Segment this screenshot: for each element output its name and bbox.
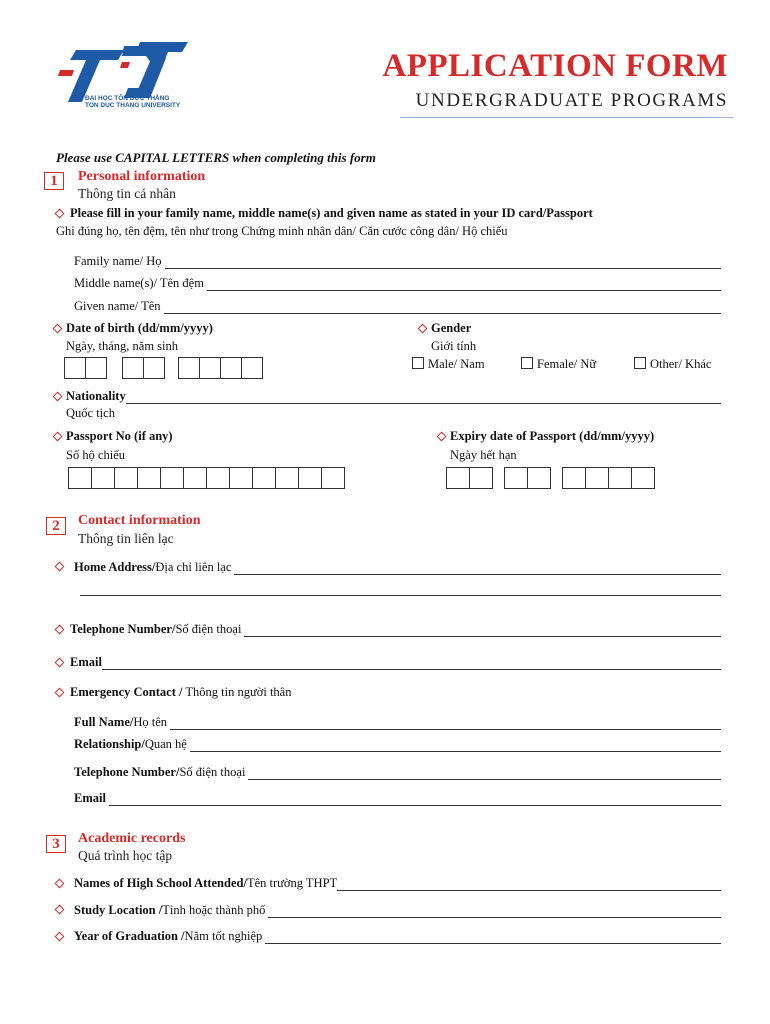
- digit-box[interactable]: [160, 467, 184, 489]
- digit-box[interactable]: [504, 467, 528, 489]
- female-checkbox[interactable]: [521, 357, 533, 369]
- bullet-diamond-icon: [53, 432, 63, 442]
- other-checkbox[interactable]: [634, 357, 646, 369]
- graduation-label: Year of Graduation /: [74, 929, 185, 943]
- expiry-year-boxes[interactable]: [562, 467, 654, 489]
- nationality-field[interactable]: [66, 389, 721, 404]
- dob-year-boxes[interactable]: [178, 357, 262, 379]
- digit-box[interactable]: [220, 357, 242, 379]
- digit-box[interactable]: [143, 357, 165, 379]
- bullet-diamond-icon: [55, 209, 65, 219]
- graduation-line[interactable]: [265, 933, 721, 944]
- digit-box[interactable]: [206, 467, 230, 489]
- digit-box[interactable]: [91, 467, 115, 489]
- middle-name-label: Middle name(s)/ Tên đệm: [74, 276, 204, 290]
- digit-box[interactable]: [527, 467, 551, 489]
- gender-label: Gender: [431, 321, 472, 335]
- nationality-line[interactable]: [126, 393, 721, 404]
- digit-box[interactable]: [562, 467, 586, 489]
- bullet-diamond-icon: [55, 688, 65, 698]
- graduation-year-field[interactable]: [74, 929, 721, 944]
- digit-box[interactable]: [64, 357, 86, 379]
- expiry-label: Expiry date of Passport (dd/mm/yyyy): [450, 429, 655, 443]
- logo-text-vi: ĐẠI HỌC TÔN ĐỨC THẮNG: [85, 95, 170, 102]
- middle-name-field[interactable]: [74, 276, 721, 291]
- passport-number-boxes[interactable]: [68, 467, 344, 489]
- form-subtitle: UNDERGRADUATE PROGRAMS: [415, 90, 728, 111]
- bullet-diamond-icon: [437, 432, 447, 442]
- passport-label-vi: Số hộ chiếu: [66, 448, 126, 462]
- ec-email-line[interactable]: [109, 795, 721, 806]
- digit-box[interactable]: [252, 467, 276, 489]
- section-2-subtitle: Thông tin liên lạc: [78, 531, 174, 546]
- passport-label: Passport No (if any): [66, 429, 173, 443]
- school-label-vi: Tên trường THPT: [246, 876, 338, 890]
- dob-label-vi: Ngày, tháng, năm sinh: [66, 339, 179, 353]
- phone-label: Telephone Number/: [70, 622, 176, 636]
- digit-box[interactable]: [298, 467, 322, 489]
- email-field[interactable]: [70, 655, 721, 670]
- given-name-line[interactable]: [164, 303, 721, 314]
- bullet-diamond-icon: [418, 324, 428, 334]
- location-line[interactable]: [268, 907, 721, 918]
- emergency-label: Emergency Contact /: [70, 685, 183, 699]
- given-name-label: Given name/ Tên: [74, 299, 161, 313]
- name-instruction: Please fill in your family name, middle name(s) and given name as stated in your ID card/Passport: [70, 206, 593, 220]
- logo-text-en: TON DUC THANG UNIVERSITY: [85, 102, 181, 109]
- address-label-vi: Địa chỉ liên lạc: [155, 560, 232, 574]
- section-2-title: Contact information: [78, 513, 201, 528]
- email-label: Email: [70, 655, 102, 669]
- location-label-vi: Tỉnh hoặc thành phố: [162, 903, 266, 917]
- gender-label-vi: Giới tính: [431, 339, 477, 353]
- ec-fullname-label: Full Name/: [74, 715, 134, 729]
- email-line[interactable]: [102, 659, 721, 670]
- gender-male-option[interactable]: [412, 357, 485, 372]
- bullet-diamond-icon: [55, 658, 65, 668]
- digit-box[interactable]: [178, 357, 200, 379]
- bullet-diamond-icon: [55, 625, 65, 635]
- gender-female-label: Female/ Nữ: [537, 357, 597, 371]
- name-instruction-vi: Ghi đúng họ, tên đệm, tên như trong Chứng minh nhân dân/ Căn cước công dân/ Hộ chiếu: [56, 224, 508, 238]
- high-school-field[interactable]: [74, 876, 721, 891]
- section-2-number: 2: [46, 517, 66, 535]
- section-3-subtitle: Quá trình học tập: [78, 848, 173, 863]
- ec-fullname-label-vi: Họ tên: [133, 715, 168, 729]
- bullet-diamond-icon: [55, 879, 65, 889]
- ec-relationship-line[interactable]: [190, 741, 721, 752]
- ec-telephone-field[interactable]: [74, 765, 721, 780]
- bullet-diamond-icon: [53, 392, 63, 402]
- bullet-diamond-icon: [55, 905, 65, 915]
- address-line-1[interactable]: [234, 564, 721, 575]
- digit-box[interactable]: [608, 467, 632, 489]
- ec-fullname-line[interactable]: [170, 719, 721, 730]
- gender-male-label: Male/ Nam: [428, 357, 485, 371]
- gender-other-label: Other/ Khác: [650, 357, 712, 371]
- nationality-label-vi: Quốc tịch: [66, 406, 115, 420]
- logo-text: [85, 95, 180, 109]
- bullet-diamond-icon: [53, 324, 63, 334]
- section-3-title: Academic records: [78, 831, 186, 846]
- section-1-title: Personal information: [78, 169, 206, 184]
- ec-phone-line[interactable]: [248, 769, 721, 780]
- nationality-label: Nationality: [66, 389, 126, 403]
- form-title: APPLICATION FORM: [382, 48, 728, 84]
- digit-box[interactable]: [229, 467, 253, 489]
- digit-box[interactable]: [68, 467, 92, 489]
- expiry-month-boxes[interactable]: [504, 467, 550, 489]
- dob-month-boxes[interactable]: [122, 357, 164, 379]
- ec-relationship-label: Relationship/: [74, 737, 145, 751]
- ec-phone-label: Telephone Number/: [74, 765, 180, 779]
- phone-line[interactable]: [244, 626, 721, 637]
- male-checkbox[interactable]: [412, 357, 424, 369]
- telephone-field[interactable]: [70, 622, 721, 637]
- address-line-2[interactable]: [80, 585, 721, 596]
- ec-relationship-field[interactable]: [74, 737, 721, 752]
- emergency-label-vi: Thông tin người thân: [182, 685, 292, 699]
- digit-box[interactable]: [85, 357, 107, 379]
- school-label: Names of High School Attended/: [74, 876, 247, 890]
- bullet-diamond-icon: [55, 932, 65, 942]
- digit-box[interactable]: [446, 467, 470, 489]
- home-address-field[interactable]: [74, 560, 721, 575]
- digit-box[interactable]: [122, 357, 144, 379]
- ec-email-field[interactable]: [74, 791, 721, 806]
- digit-box[interactable]: [321, 467, 345, 489]
- family-name-line[interactable]: [165, 258, 722, 269]
- school-line[interactable]: [337, 880, 721, 891]
- bullet-diamond-icon: [55, 562, 65, 572]
- emergency-contact-heading: [70, 685, 291, 700]
- expiry-label-vi: Ngày hết hạn: [450, 448, 517, 462]
- digit-box[interactable]: [183, 467, 207, 489]
- location-label: Study Location /: [74, 903, 163, 917]
- digit-box[interactable]: [469, 467, 493, 489]
- ec-relationship-label-vi: Quan hệ: [144, 737, 187, 751]
- section-1-number: 1: [44, 172, 64, 190]
- section-3-number: 3: [46, 835, 66, 853]
- graduation-label-vi: Năm tốt nghiệp: [184, 929, 263, 943]
- dob-label: Date of birth (dd/mm/yyyy): [66, 321, 213, 335]
- family-name-field[interactable]: [74, 254, 721, 269]
- given-name-field[interactable]: [74, 299, 721, 314]
- digit-box[interactable]: [137, 467, 161, 489]
- expiry-day-boxes[interactable]: [446, 467, 492, 489]
- study-location-field[interactable]: [74, 903, 721, 918]
- gender-other-option[interactable]: [634, 357, 711, 372]
- digit-box[interactable]: [199, 357, 221, 379]
- address-label: Home Address/: [74, 560, 156, 574]
- section-1-subtitle: Thông tin cá nhân: [78, 186, 176, 201]
- digit-box[interactable]: [585, 467, 609, 489]
- middle-name-line[interactable]: [207, 280, 721, 291]
- family-name-label: Family name/ Họ: [74, 254, 162, 268]
- intro-instruction: Please use CAPITAL LETTERS when completing this form: [56, 150, 376, 165]
- header-divider: [400, 117, 733, 118]
- ec-email-label: Email: [74, 791, 106, 805]
- digit-box[interactable]: [275, 467, 299, 489]
- phone-label-vi: Số điện thoại: [175, 622, 242, 636]
- gender-female-option[interactable]: [521, 357, 596, 372]
- digit-box[interactable]: [114, 467, 138, 489]
- digit-box[interactable]: [631, 467, 655, 489]
- dob-day-boxes[interactable]: [64, 357, 106, 379]
- digit-box[interactable]: [241, 357, 263, 379]
- ec-phone-label-vi: Số điện thoại: [179, 765, 246, 779]
- ec-fullname-field[interactable]: [74, 715, 721, 730]
